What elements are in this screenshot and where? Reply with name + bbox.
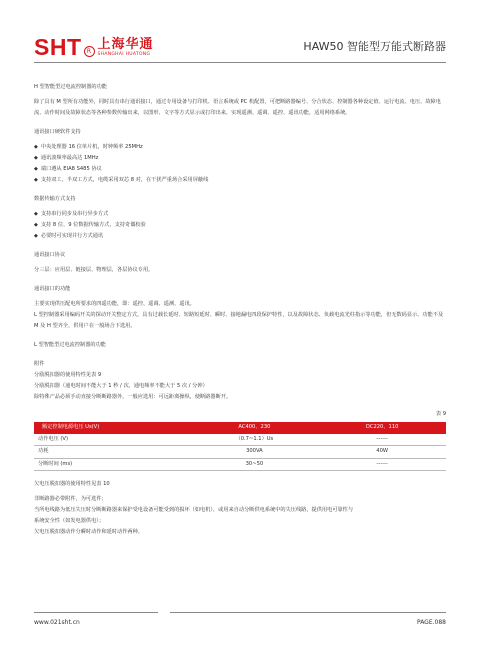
list-item: ◆ 通讯波频率最高达 1MHz (34, 153, 446, 164)
section-title-appendix: 附件 (34, 361, 45, 367)
table-cell: 300VA (191, 446, 319, 459)
table-cell: （0.7~1.1）Us (191, 434, 319, 446)
footer-divider-left (34, 612, 158, 613)
appendix-line: 除特殊产品必须手动直接分断断路器外，一般应选用：可远距离操纵，使断路器断开。 (34, 394, 232, 400)
table-cell: 分断时间 (ms) (34, 458, 191, 471)
list-item: ◆ 必要时可实现并行方式通讯 (34, 231, 446, 242)
table-row (34, 434, 446, 446)
table-cell: ------ (318, 458, 446, 471)
list-item: ◆ 支持串行同步及串行异步方式 (34, 209, 446, 220)
table-cell: 动作电压 (V) (34, 434, 191, 446)
page-header (0, 0, 480, 64)
table-header-cell: 额定控制电源电压 Us(V) (34, 422, 191, 434)
document-title: HAW50 智能型万能式断路器 (303, 40, 446, 53)
section-paragraph-interface-2: L 型控制器采用编码开关的探动开关整定方式，具有过载长延时、短路短延时、瞬时、接地漏电四段保护特性，以及故障状态、负载电流光柱指示等功能，但无数码显示、功能不及 M 及 H 型齐全，供用户在一般场合下选用。 (34, 312, 444, 329)
footer-page-number: PAGE.088 (416, 619, 446, 626)
section-title-hw-support: 通讯接口硬软件支持 (34, 129, 81, 135)
logo-company-name: 上海华通 (97, 37, 154, 52)
section-title-h-type: H 型智能型过电流控制器的功能 (34, 84, 107, 90)
section-title-undervoltage: 欠电压脱扣器的使用特性见表 10 (34, 481, 110, 487)
appendix-line: 分励脱扣器的使用特性见表 9 (34, 372, 102, 378)
undervoltage-line: 系统安全性（如发电器供电）； (34, 518, 105, 524)
shunt-release-table (34, 422, 446, 471)
table-cell: 30~50 (191, 458, 319, 471)
appendix-line: 分励脱扣器（通电时间不能大于 1 秒 / 次，通电频率不能大于 5 次 / 分钟） (34, 383, 208, 389)
list-item: ◆ 端口遵从 EIA8 S485 协议 (34, 164, 446, 175)
table-cell: ------ (318, 434, 446, 446)
undervoltage-line: 欠电压脱扣器动作分瞬时动作和延时动作两种。 (34, 529, 143, 535)
page-content (34, 82, 446, 538)
list-item: ◆ 中央处理器 16 位单片机，时钟频率 25MHz (34, 142, 446, 153)
section-paragraph-h-type: 除了具有 M 型所有功能外，同时具有串行通讯接口，通过专用设备与打印机、语言系统或 PC 机配置，可把断路器编号、分合状态、控制器各种设定值、运行电流、电压、故障电流、动作时间及故障状态等各种参数传输出来，以图形、文字等方式显示或打印出来，实现遥测、遥调、遥控、遥讯功能，适用网络系统。 (34, 99, 441, 116)
logo-sht-text: SHT (34, 34, 82, 60)
undervoltage-line: 当所电线路为低压失压时分断断路器来保护受电设备可能受到的损坏（如电机），或用来自动分断供电系统中的失压线路，提供用电可靠性与 (34, 507, 354, 513)
table-header-cell: AC400、230 (191, 422, 319, 434)
registered-mark-icon: R (84, 46, 95, 57)
logo-company-block (98, 38, 154, 58)
table-header-cell: DC220、110 (318, 422, 446, 434)
table-cell: 40W (318, 446, 446, 459)
section-paragraph-protocol: 分三层：应用层、链接层、物理层，各层协议专用。 (34, 267, 154, 273)
list-item: ◆ 支持双工，半双工方式，电缆采用双芯 8 对，在干扰严重场合采用屏蔽线 (34, 175, 446, 186)
company-logo (34, 34, 154, 58)
section-title-l-type: L 型智能型过电流控制器的功能 (34, 342, 106, 348)
list-item: ◆ 支持 8 位、9 位数据传输方式，支持奇偶校验 (34, 220, 446, 231)
table-row (34, 446, 446, 459)
section-paragraph-interface-1: 主要实现供压配电所要求的四遥功能，即：遥控、遥调、遥测、遥讯。 (34, 301, 195, 307)
section-title-interface-function: 通讯接口的功能 (34, 286, 71, 292)
table-number: 表 9 (435, 411, 446, 417)
section-title-transmission: 数据传输方式支持 (34, 196, 76, 202)
logo-company-name-en: SHANGHAI HUATONG (97, 52, 151, 57)
undervoltage-line: 非断路器必带附件，为可选件； (34, 496, 107, 502)
footer-website: www.021sht.cn (34, 619, 80, 626)
footer-divider-right (170, 612, 446, 613)
section-title-protocol: 通讯接口协议 (34, 252, 66, 258)
header-divider (34, 62, 446, 63)
table-cell: 功耗 (34, 446, 191, 459)
table-row (34, 458, 446, 471)
table-header-row (34, 422, 446, 434)
